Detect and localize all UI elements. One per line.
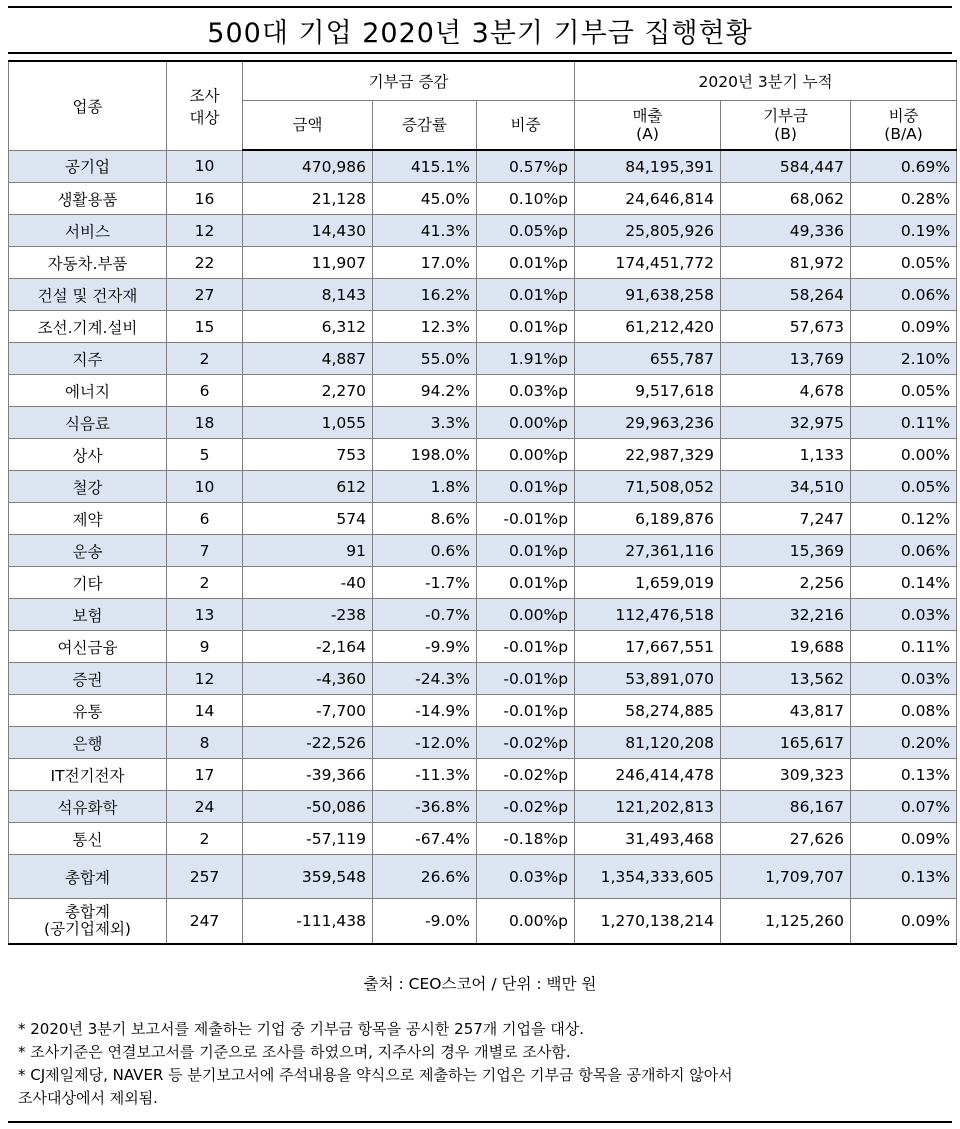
cell-sales: 112,476,518: [575, 599, 721, 631]
cell-amount: 4,887: [243, 343, 373, 375]
cell-share: 1.91%p: [477, 343, 575, 375]
total-sales: 1,354,333,605: [575, 855, 721, 899]
table-row: [9, 663, 957, 695]
cell-donation: 49,336: [721, 215, 851, 247]
total-row: [9, 855, 957, 899]
cell-industry: 상사: [9, 439, 167, 471]
cell-industry: 통신: [9, 823, 167, 855]
table-row: [9, 567, 957, 599]
table-row: [9, 247, 957, 279]
cell-sales: 61,212,420: [575, 311, 721, 343]
cell-donation: 13,769: [721, 343, 851, 375]
cell-ratio: 0.12%: [851, 503, 957, 535]
cell-ratio: 0.06%: [851, 535, 957, 567]
cell-share: -0.01%p: [477, 695, 575, 727]
cell-rate: 0.6%: [373, 535, 477, 567]
cell-count: 12: [167, 215, 243, 247]
cell-ratio: 0.06%: [851, 279, 957, 311]
table-row: [9, 150, 957, 183]
donation-table: [8, 60, 957, 945]
cell-sales: 655,787: [575, 343, 721, 375]
cell-amount: 14,430: [243, 215, 373, 247]
cell-sales: 31,493,468: [575, 823, 721, 855]
cell-count: 7: [167, 535, 243, 567]
cell-count: 2: [167, 567, 243, 599]
total-ex-sales: 1,270,138,214: [575, 899, 721, 945]
cell-share: 0.10%p: [477, 183, 575, 215]
cell-share: 0.00%p: [477, 439, 575, 471]
cell-amount: 21,128: [243, 183, 373, 215]
cell-industry: 자동차.부품: [9, 247, 167, 279]
cell-rate: -12.0%: [373, 727, 477, 759]
cell-amount: -50,086: [243, 791, 373, 823]
table-row: [9, 279, 957, 311]
total-rate: 26.6%: [373, 855, 477, 899]
cell-ratio: 0.05%: [851, 375, 957, 407]
table-row: [9, 183, 957, 215]
header-row-1: [9, 61, 957, 101]
cell-share: 0.57%p: [477, 150, 575, 183]
table-row: [9, 471, 957, 503]
header-count-line2: 대상: [189, 108, 220, 127]
cell-ratio: 0.05%: [851, 471, 957, 503]
cell-amount: -57,119: [243, 823, 373, 855]
cell-count: 15: [167, 311, 243, 343]
cell-sales: 24,646,814: [575, 183, 721, 215]
cell-count: 10: [167, 150, 243, 183]
total-ex-row: [9, 899, 957, 945]
table-row: [9, 503, 957, 535]
cell-donation: 13,562: [721, 663, 851, 695]
cell-rate: 3.3%: [373, 407, 477, 439]
cell-count: 9: [167, 631, 243, 663]
cell-amount: 1,055: [243, 407, 373, 439]
header-group-cumulative: 2020년 3분기 누적: [575, 61, 957, 101]
total-ex-industry-line2: (공기업제외): [44, 920, 131, 938]
cell-sales: 27,361,116: [575, 535, 721, 567]
cell-donation: 19,688: [721, 631, 851, 663]
cell-amount: -2,164: [243, 631, 373, 663]
cell-rate: -1.7%: [373, 567, 477, 599]
table-row: [9, 759, 957, 791]
table-row: [9, 439, 957, 471]
cell-industry: 기타: [9, 567, 167, 599]
cell-share: 0.01%p: [477, 279, 575, 311]
cell-sales: 84,195,391: [575, 150, 721, 183]
header-group-change: 기부금 증감: [243, 61, 575, 101]
cell-industry: 공기업: [9, 150, 167, 183]
cell-count: 14: [167, 695, 243, 727]
cell-rate: 94.2%: [373, 375, 477, 407]
note-2: * 조사기준은 연결보고서를 기준으로 조사를 하였으며, 지주사의 경우 개별로 조사함.: [18, 1043, 571, 1061]
cell-amount: -40: [243, 567, 373, 599]
cell-count: 27: [167, 279, 243, 311]
header-ratio-line1: 비중: [888, 107, 919, 125]
cell-count: 16: [167, 183, 243, 215]
total-donation: 1,709,707: [721, 855, 851, 899]
cell-donation: 15,369: [721, 535, 851, 567]
cell-donation: 86,167: [721, 791, 851, 823]
total-ex-amount: -111,438: [243, 899, 373, 945]
cell-donation: 1,133: [721, 439, 851, 471]
cell-share: -0.01%p: [477, 663, 575, 695]
cell-share: 0.01%p: [477, 535, 575, 567]
cell-amount: 2,270: [243, 375, 373, 407]
table-row: [9, 407, 957, 439]
cell-share: 0.01%p: [477, 567, 575, 599]
header-rate: 증감률: [373, 101, 477, 151]
total-ex-ratio: 0.09%: [851, 899, 957, 945]
cell-share: 0.01%p: [477, 311, 575, 343]
header-ratio-line2: (B/A): [884, 125, 923, 143]
cell-industry: 여신금융: [9, 631, 167, 663]
cell-industry: 서비스: [9, 215, 167, 247]
table-row: [9, 535, 957, 567]
cell-sales: 81,120,208: [575, 727, 721, 759]
cell-rate: -14.9%: [373, 695, 477, 727]
cell-donation: 68,062: [721, 183, 851, 215]
header-sales: [575, 101, 721, 151]
cell-count: 2: [167, 823, 243, 855]
cell-share: -0.02%p: [477, 759, 575, 791]
cell-donation: 4,678: [721, 375, 851, 407]
table-row: [9, 599, 957, 631]
cell-rate: -24.3%: [373, 663, 477, 695]
cell-industry: IT전기전자: [9, 759, 167, 791]
total-industry: 총합계: [9, 855, 167, 899]
cell-industry: 생활용품: [9, 183, 167, 215]
cell-count: 17: [167, 759, 243, 791]
total-ex-count: 247: [167, 899, 243, 945]
cell-donation: 165,617: [721, 727, 851, 759]
table-row: [9, 695, 957, 727]
cell-donation: 32,216: [721, 599, 851, 631]
cell-sales: 17,667,551: [575, 631, 721, 663]
cell-ratio: 0.03%: [851, 599, 957, 631]
cell-count: 10: [167, 471, 243, 503]
cell-count: 8: [167, 727, 243, 759]
page-title: 500대 기업 2020년 3분기 기부금 집행현황: [207, 17, 753, 49]
total-count: 257: [167, 855, 243, 899]
header-amount: 금액: [243, 101, 373, 151]
cell-amount: -238: [243, 599, 373, 631]
cell-ratio: 0.11%: [851, 631, 957, 663]
cell-amount: 753: [243, 439, 373, 471]
header-donation: [721, 101, 851, 151]
cell-industry: 은행: [9, 727, 167, 759]
cell-rate: 12.3%: [373, 311, 477, 343]
cell-ratio: 0.08%: [851, 695, 957, 727]
cell-count: 2: [167, 343, 243, 375]
cell-ratio: 0.00%: [851, 439, 957, 471]
cell-ratio: 0.11%: [851, 407, 957, 439]
cell-rate: -67.4%: [373, 823, 477, 855]
cell-count: 24: [167, 791, 243, 823]
total-ex-rate: -9.0%: [373, 899, 477, 945]
cell-ratio: 2.10%: [851, 343, 957, 375]
cell-ratio: 0.13%: [851, 759, 957, 791]
cell-share: 0.01%p: [477, 247, 575, 279]
cell-amount: 11,907: [243, 247, 373, 279]
cell-ratio: 0.28%: [851, 183, 957, 215]
cell-industry: 조선.기계.설비: [9, 311, 167, 343]
cell-rate: -0.7%: [373, 599, 477, 631]
header-ratio: [851, 101, 957, 151]
cell-rate: 415.1%: [373, 150, 477, 183]
cell-industry: 유통: [9, 695, 167, 727]
total-amount: 359,548: [243, 855, 373, 899]
header-count-line1: 조사: [189, 86, 220, 105]
total-ex-share: 0.00%p: [477, 899, 575, 945]
cell-donation: 584,447: [721, 150, 851, 183]
cell-industry: 식음료: [9, 407, 167, 439]
cell-industry: 증권: [9, 663, 167, 695]
cell-donation: 309,323: [721, 759, 851, 791]
cell-rate: 1.8%: [373, 471, 477, 503]
cell-rate: -11.3%: [373, 759, 477, 791]
total-ratio: 0.13%: [851, 855, 957, 899]
cell-share: -0.18%p: [477, 823, 575, 855]
cell-amount: 91: [243, 535, 373, 567]
note-1: * 2020년 3분기 보고서를 제출하는 기업 중 기부금 항목을 공시한 257개 기업을 대상.: [18, 1020, 585, 1038]
header-donation-line1: 기부금: [763, 107, 808, 125]
title-box: [8, 6, 952, 54]
cell-sales: 9,517,618: [575, 375, 721, 407]
cell-amount: 8,143: [243, 279, 373, 311]
cell-amount: 612: [243, 471, 373, 503]
total-ex-industry-line1: 총합계: [65, 903, 110, 921]
cell-sales: 58,274,885: [575, 695, 721, 727]
cell-ratio: 0.07%: [851, 791, 957, 823]
cell-rate: 55.0%: [373, 343, 477, 375]
cell-amount: 6,312: [243, 311, 373, 343]
note-3: * CJ제일제당, NAVER 등 분기보고서에 주석내용을 약식으로 제출하는 기업은 기부금 항목을 공개하지 않아서: [18, 1066, 733, 1084]
header-sales-line2: (A): [636, 125, 659, 143]
cell-industry: 철강: [9, 471, 167, 503]
cell-rate: 41.3%: [373, 215, 477, 247]
cell-rate: 8.6%: [373, 503, 477, 535]
cell-ratio: 0.69%: [851, 150, 957, 183]
table-row: [9, 311, 957, 343]
cell-sales: 25,805,926: [575, 215, 721, 247]
cell-rate: 16.2%: [373, 279, 477, 311]
cell-amount: 574: [243, 503, 373, 535]
bottom-divider: [8, 1121, 952, 1123]
cell-donation: 57,673: [721, 311, 851, 343]
cell-industry: 에너지: [9, 375, 167, 407]
cell-sales: 121,202,813: [575, 791, 721, 823]
cell-share: 0.03%p: [477, 375, 575, 407]
cell-donation: 32,975: [721, 407, 851, 439]
note-4: 조사대상에서 제외됨.: [18, 1089, 158, 1107]
cell-share: 0.05%p: [477, 215, 575, 247]
cell-amount: -7,700: [243, 695, 373, 727]
total-ex-donation: 1,125,260: [721, 899, 851, 945]
cell-sales: 246,414,478: [575, 759, 721, 791]
cell-rate: 45.0%: [373, 183, 477, 215]
cell-sales: 22,987,329: [575, 439, 721, 471]
cell-count: 12: [167, 663, 243, 695]
notes: [18, 1018, 948, 1110]
cell-amount: -4,360: [243, 663, 373, 695]
cell-ratio: 0.14%: [851, 567, 957, 599]
cell-share: -0.01%p: [477, 631, 575, 663]
cell-count: 5: [167, 439, 243, 471]
cell-sales: 1,659,019: [575, 567, 721, 599]
total-ex-industry: [9, 899, 167, 945]
cell-rate: 17.0%: [373, 247, 477, 279]
cell-share: 0.00%p: [477, 407, 575, 439]
cell-ratio: 0.03%: [851, 663, 957, 695]
cell-sales: 29,963,236: [575, 407, 721, 439]
cell-donation: 58,264: [721, 279, 851, 311]
cell-ratio: 0.20%: [851, 727, 957, 759]
table-row: [9, 823, 957, 855]
cell-industry: 제약: [9, 503, 167, 535]
cell-industry: 운송: [9, 535, 167, 567]
cell-industry: 석유화학: [9, 791, 167, 823]
cell-rate: 198.0%: [373, 439, 477, 471]
cell-share: -0.02%p: [477, 727, 575, 759]
cell-sales: 174,451,772: [575, 247, 721, 279]
cell-rate: -9.9%: [373, 631, 477, 663]
cell-donation: 34,510: [721, 471, 851, 503]
cell-ratio: 0.05%: [851, 247, 957, 279]
cell-count: 22: [167, 247, 243, 279]
cell-rate: -36.8%: [373, 791, 477, 823]
header-donation-line2: (B): [774, 125, 797, 143]
cell-donation: 27,626: [721, 823, 851, 855]
table-row: [9, 375, 957, 407]
cell-amount: -39,366: [243, 759, 373, 791]
source-line: 출처 : CEO스코어 / 단위 : 백만 원: [363, 975, 597, 993]
cell-amount: 470,986: [243, 150, 373, 183]
table-row: [9, 343, 957, 375]
cell-sales: 6,189,876: [575, 503, 721, 535]
cell-count: 6: [167, 375, 243, 407]
cell-industry: 보험: [9, 599, 167, 631]
cell-ratio: 0.09%: [851, 823, 957, 855]
cell-ratio: 0.19%: [851, 215, 957, 247]
cell-industry: 건설 및 건자재: [9, 279, 167, 311]
cell-donation: 2,256: [721, 567, 851, 599]
cell-share: 0.01%p: [477, 471, 575, 503]
cell-industry: 지주: [9, 343, 167, 375]
cell-count: 6: [167, 503, 243, 535]
cell-count: 13: [167, 599, 243, 631]
header-sales-line1: 매출: [632, 107, 663, 125]
cell-sales: 53,891,070: [575, 663, 721, 695]
cell-ratio: 0.09%: [851, 311, 957, 343]
cell-share: -0.02%p: [477, 791, 575, 823]
table-body: [9, 150, 957, 944]
cell-share: 0.00%p: [477, 599, 575, 631]
table-row: [9, 215, 957, 247]
cell-sales: 91,638,258: [575, 279, 721, 311]
cell-count: 18: [167, 407, 243, 439]
total-share: 0.03%p: [477, 855, 575, 899]
header-industry: 업종: [9, 61, 167, 150]
table-row: [9, 791, 957, 823]
cell-sales: 71,508,052: [575, 471, 721, 503]
header-share: 비중: [477, 101, 575, 151]
cell-donation: 43,817: [721, 695, 851, 727]
header-count: [167, 61, 243, 150]
table-row: [9, 727, 957, 759]
table-row: [9, 631, 957, 663]
cell-amount: -22,526: [243, 727, 373, 759]
cell-donation: 7,247: [721, 503, 851, 535]
cell-donation: 81,972: [721, 247, 851, 279]
cell-share: -0.01%p: [477, 503, 575, 535]
